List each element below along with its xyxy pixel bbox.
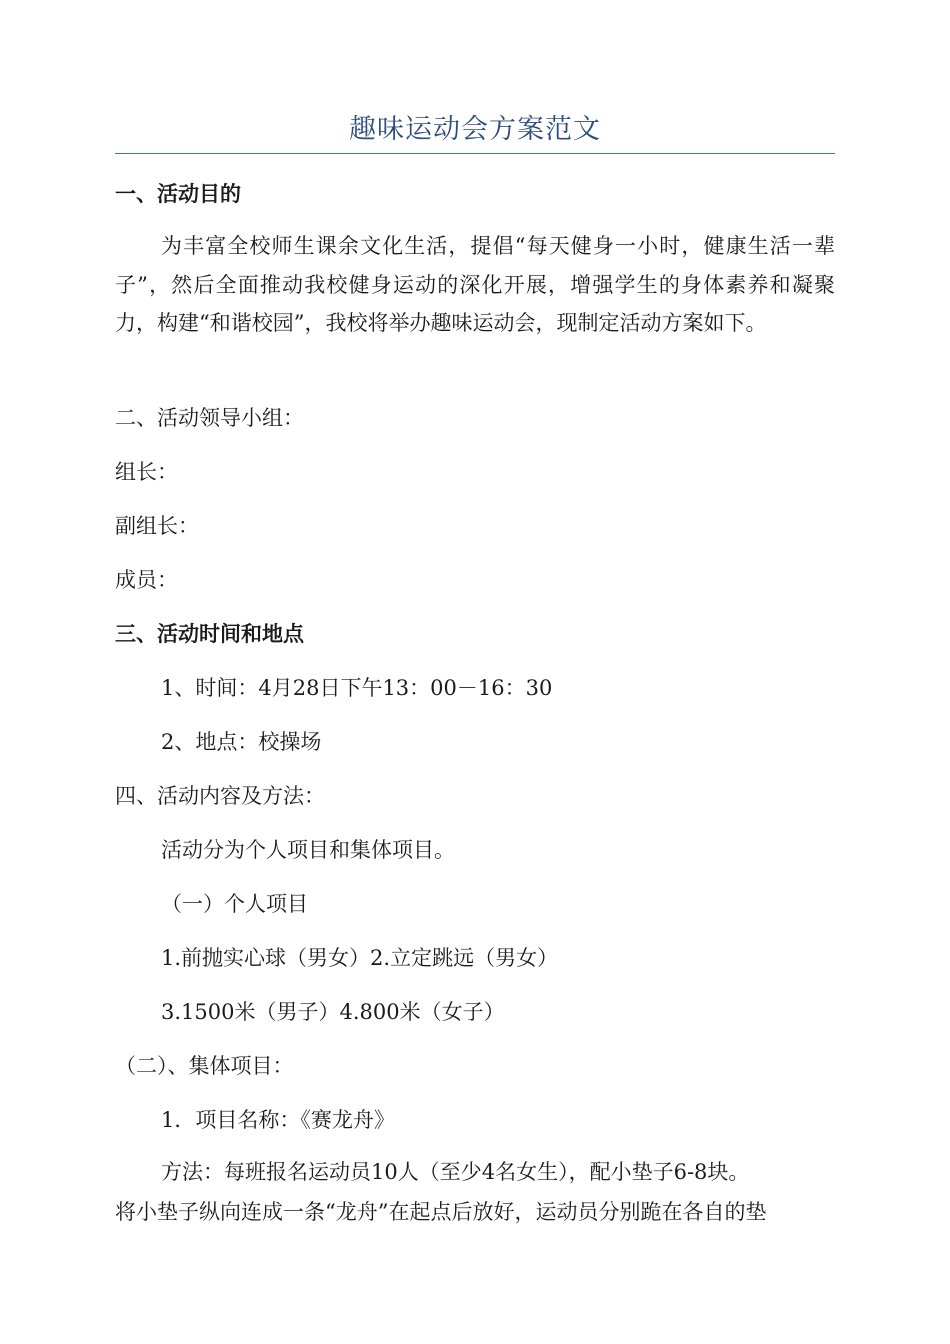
section2-heading: 二、活动领导小组： [115, 406, 304, 430]
section1-heading: 一、活动目的 [115, 181, 241, 206]
section1-paragraph: 为丰富全校师生课余文化生活，提倡“每天健身一小时，健康生活一辈子”，然后全面推动我校健身运动的深化开展，增强学生的身体素养和凝聚力，构建“和谐校园”，我校将举办趣味运动会，现制定活动方案如下。 [115, 234, 835, 335]
group-heading: （二）、集体项目： [115, 1054, 294, 1078]
event-place: 2、地点：校操场 [161, 730, 322, 754]
section4-heading: 四、活动内容及方法： [115, 784, 325, 808]
section4-intro: 活动分为个人项目和集体项目。 [161, 838, 455, 862]
method-line1: 方法：每班报名运动员10人（至少4名女生），配小垫子6-8块。 [161, 1160, 750, 1184]
individual-heading: （一）个人项目 [161, 892, 308, 916]
leader-label: 组长： [115, 460, 178, 484]
members-label: 成员： [115, 568, 178, 592]
document-title: 趣味运动会方案范文 [349, 114, 601, 145]
individual-events-line1: 1.前抛实心球（男女）2.立定跳远（男女） [161, 946, 559, 970]
group-item1: 1．项目名称：《赛龙舟》 [161, 1108, 395, 1132]
method-line2: 将小垫子纵向连成一条“龙舟”在起点后放好，运动员分别跪在各自的垫 [115, 1200, 767, 1224]
event-time: 1、时间：4月28日下午13：00－16：30 [161, 676, 553, 700]
title-underline [115, 153, 835, 154]
section3-heading: 三、活动时间和地点 [115, 621, 304, 646]
vice-leader-label: 副组长： [115, 514, 199, 538]
individual-events-line2: 3.1500米（男子）4.800米（女子） [161, 1000, 505, 1024]
